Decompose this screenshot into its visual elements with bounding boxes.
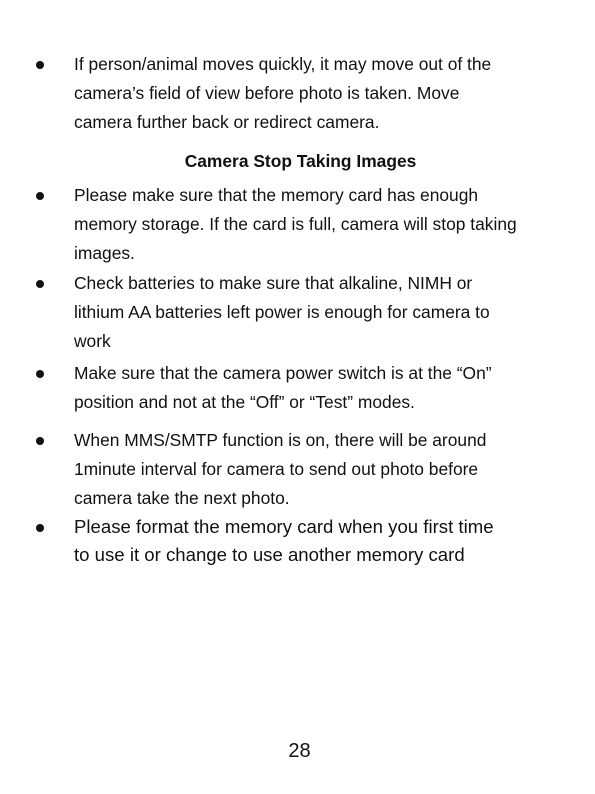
section-heading: Camera Stop Taking Images bbox=[184, 151, 417, 171]
bullet-line: When MMS/SMTP function is on, there will be around bbox=[74, 430, 487, 450]
bullet-line: 1minute interval for camera to send out photo before bbox=[74, 459, 479, 479]
bullet-text bbox=[74, 359, 564, 417]
bullet-text bbox=[74, 181, 564, 268]
bullet-line: lithium AA batteries left power is enough for camera to bbox=[74, 302, 490, 322]
bullet-line: camera further back or redirect camera. bbox=[74, 112, 380, 132]
page-number: 28 bbox=[288, 740, 311, 762]
bullet-line: camera’s field of view before photo is taken. Move bbox=[74, 83, 460, 103]
bullet-line: memory storage. If the card is full, camera will stop taking bbox=[74, 214, 517, 234]
bullet-line: Please make sure that the memory card has enough bbox=[74, 185, 479, 205]
bullet-text bbox=[74, 513, 564, 569]
bullet-line: If person/animal moves quickly, it may move out of the bbox=[74, 54, 492, 74]
bullet-dot-icon bbox=[36, 192, 44, 200]
bullet-line: position and not at the “Off” or “Test” modes. bbox=[74, 392, 415, 412]
bullet-line: Make sure that the camera power switch is at the “On” bbox=[74, 363, 492, 383]
bullet-text bbox=[74, 269, 564, 356]
bullet-line: images. bbox=[74, 243, 135, 263]
bullet-dot-icon bbox=[36, 370, 44, 378]
bullet-line: to use it or change to use another memory card bbox=[74, 544, 465, 565]
bullet-text bbox=[74, 50, 564, 137]
bullet-line: Check batteries to make sure that alkaline, NIMH or bbox=[74, 273, 473, 293]
bullet-dot-icon bbox=[36, 61, 44, 69]
bullet-dot-icon bbox=[36, 280, 44, 288]
bullet-dot-icon bbox=[36, 524, 44, 532]
bullet-line: camera take the next photo. bbox=[74, 488, 290, 508]
bullet-line: work bbox=[74, 331, 111, 351]
bullet-line: Please format the memory card when you first time bbox=[74, 516, 494, 537]
bullet-text bbox=[74, 426, 564, 513]
bullet-dot-icon bbox=[36, 437, 44, 445]
